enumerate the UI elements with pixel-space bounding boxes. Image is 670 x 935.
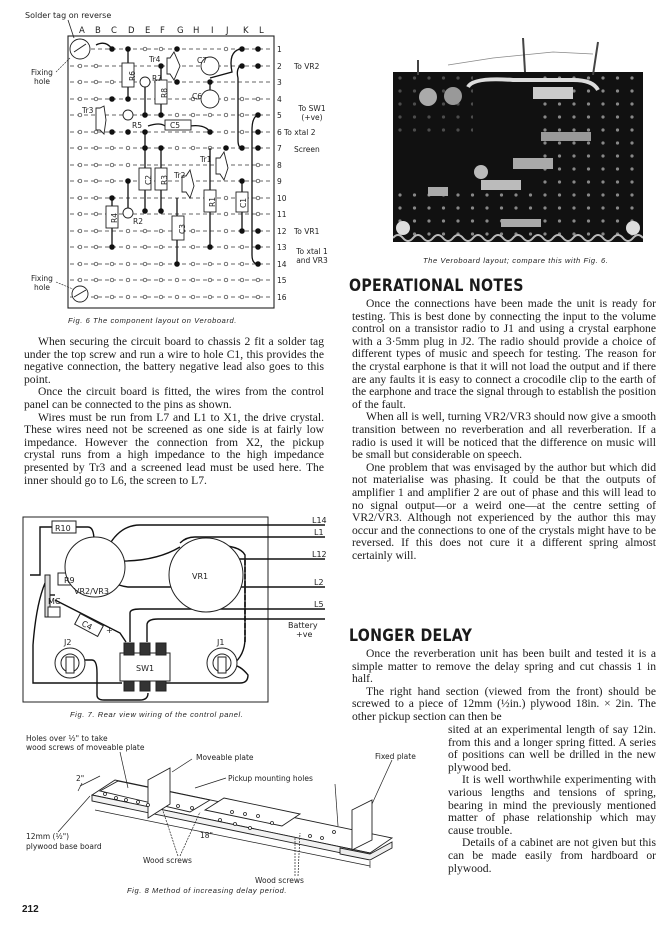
svg-text:8: 8 [277,161,282,170]
svg-text:R9: R9 [64,576,75,585]
svg-text:A: A [79,26,85,36]
label-to-xtal2: To xtal 2 [284,128,316,137]
veroboard-photo [393,72,643,242]
svg-text:H: H [193,26,200,36]
label-holes: Holes over ½" to take [26,734,108,743]
svg-text:L1: L1 [314,528,324,537]
label-moveable-plate: Moveable plate [196,753,254,762]
fig7-caption: Fig. 7. Rear view wiring of the control panel. [70,710,244,719]
label-to-vr2: To VR2 [294,62,320,71]
photo-caption: The Veroboard layout; compare this with Fig. 6. [423,256,609,265]
label-base-1: 12mm (½") [26,832,70,841]
wiring-svg [0,515,340,725]
svg-text:Battery: Battery [288,621,318,630]
paragraph: Once the connections have been made the unit is ready for testing. This is best done by connecting the input to the volume control on a transistor radio to J1 and using a crystal earphone with a 3·5mm plug in J2. The radio should provide a choice of different types of music and speech for testing. The reason for the crystal earphone is that it will not load the output and if there are any faults it is easy to connect a crocodile clip to the earth of the earphone and trace the signal through to establish the position of the fault. [352,297,656,411]
svg-text:J2: J2 [64,638,72,647]
paragraph: One problem that was envisaged by the author but which did not materialise was phasing. It could be that the outputs of amplifier 1 and amplifier 2 are out of phase and this will lead to no signal output—or a weird one—at the centre setting of VR2/VR3. Although not experienced by the author this may occur and the connections to one of the crystals might have to be reversed. If this does not cure it a different spring almost certainly will. [352,460,656,562]
svg-text:2: 2 [277,62,282,71]
photo-texture-svg [393,72,643,242]
svg-text:C1: C1 [239,197,248,208]
label-to-xtal1-vr3: To xtal 1 and VR3 [296,247,328,265]
svg-text:R6: R6 [128,71,137,81]
svg-text:11: 11 [277,210,287,219]
svg-text:4: 4 [277,95,282,104]
svg-text:5: 5 [277,111,282,120]
svg-text:L5: L5 [314,600,324,609]
svg-text:16: 16 [277,293,287,302]
page-number: 212 [22,904,39,915]
svg-text:3: 3 [277,78,282,87]
svg-text:R7: R7 [152,74,162,83]
veroboard-grid-svg [0,0,340,332]
svg-text:9: 9 [277,177,282,186]
svg-text:12: 12 [277,227,287,236]
svg-text:I: I [211,26,214,36]
paragraph: Once the circuit board is fitted, the wires from the control panel can be connected to the pins as shown. [24,385,324,411]
svg-text:Tr2: Tr2 [174,171,186,180]
label-length: 18" [200,831,213,840]
svg-text:R3: R3 [160,175,169,185]
fixing-hole-top-label: Fixing hole [31,68,53,86]
svg-text:10: 10 [277,194,287,203]
svg-text:C2: C2 [144,174,153,185]
svg-text:C7: C7 [197,56,208,65]
longer-delay-narrow-text [448,724,656,875]
fig8-caption: Fig. 8 Method of increasing delay period. [127,886,288,895]
svg-text:F: F [160,26,165,36]
svg-text:G: G [177,26,184,36]
paragraph: It is well worthwhile experimenting with various lengths and tensions of spring, bearing in mind the previously mentioned matter of phase relationship which may cause trouble. [448,773,656,837]
paragraph: sited at an experimental length of say 12in. from this and a longer spring fitted. A series of positions can well be drilled in the new plywood bed. [448,723,656,774]
label-to-vr1: To VR1 [294,227,320,236]
label-holes-2: wood screws of moveable plate [26,743,145,752]
svg-text:C6: C6 [192,92,203,101]
svg-text:Tr1: Tr1 [200,155,212,164]
svg-text:C3: C3 [178,223,187,234]
svg-text:J: J [226,26,229,36]
photo-wires-svg [393,30,643,75]
fig6-caption: Fig. 6 The component layout on Veroboard. [68,316,237,325]
heading-longer-delay: LONGER DELAY [349,626,473,645]
svg-text:L14: L14 [312,516,327,525]
solder-tag-label: Solder tag on reverse [25,11,112,20]
svg-text:+: + [106,626,113,635]
svg-text:C: C [111,26,117,36]
svg-text:7: 7 [277,144,282,153]
svg-text:R8: R8 [160,88,169,98]
svg-text:6: 6 [277,128,282,137]
left-column-text [24,336,324,487]
operational-notes-text [352,298,656,562]
svg-text:15: 15 [277,276,287,285]
svg-text:J1: J1 [217,638,225,647]
svg-text:+ve: +ve [296,630,313,639]
delay-board-svg [0,728,420,898]
heading-operational-notes: OPERATIONAL NOTES [349,276,524,295]
fig7-control-panel-diagram [0,515,340,725]
svg-text:L: L [259,26,264,36]
label-pickup-holes: Pickup mounting holes [228,774,313,783]
svg-text:C5: C5 [170,121,181,130]
svg-text:C4: C4 [80,619,94,633]
svg-text:Tr3: Tr3 [82,106,94,115]
svg-text:K: K [243,26,249,36]
svg-text:VR2/VR3: VR2/VR3 [74,587,109,596]
fig8-delay-diagram [0,728,420,898]
svg-text:R4: R4 [110,213,119,223]
label-width: 2" [76,774,85,783]
svg-text:R5: R5 [132,121,142,130]
svg-text:SW1: SW1 [136,664,155,673]
svg-text:L12: L12 [312,550,327,559]
paragraph: Wires must be run from L7 and L1 to X1, the drive crystal. These wires need not be screened as one side is at fairly low impedance. However the connection from X2, the pickup crystal runs from a high impedance to the high impedance presented by Tr3 and a screened lead must be used here. The inner should go to L6, the screen to L7. [24,410,324,487]
svg-text:B: B [95,26,101,36]
paragraph: Details of a cabinet are not given but this can be made easily from hardboard or plywood. [448,836,656,875]
svg-text:VR1: VR1 [192,572,209,581]
label-fixed-plate: Fixed plate [375,752,416,761]
paragraph: When securing the circuit board to chassis 2 fit a solder tag under the top screw and run a wire to hole C1, this provides the negative connection, the battery negative lead also goes to this point. [24,335,324,386]
fixing-hole-bottom-label: Fixing hole [31,274,53,292]
svg-text:Tr4: Tr4 [149,55,161,64]
svg-text:D: D [128,26,135,36]
label-base-2: plywood base board [26,842,102,851]
fig6-veroboard-diagram [0,0,340,332]
label-wood-screws-1: Wood screws [143,856,192,865]
svg-text:1: 1 [277,45,282,54]
label-to-sw1: To SW1 (+ve) [298,104,326,122]
svg-text:13: 13 [277,243,287,252]
svg-text:R10: R10 [55,524,71,533]
paragraph: When all is well, turning VR2/VR3 should now give a smooth transition between no reverberation and all reverberation. If a radio is used it will be noticed that the difference on music will be small but considerable on speech. [352,410,656,462]
label-screen: Screen [294,145,320,154]
svg-text:R2: R2 [133,217,143,226]
svg-text:R1: R1 [208,197,217,207]
svg-text:MC: MC [48,597,61,606]
paragraph: The right hand section (viewed from the front) should be screwed to a piece of 12mm (½in.) plywood 18in. × 2in. The other pickup section can then be [352,684,656,723]
paragraph: Once the reverberation unit has been built and tested it is a simple matter to remove the delay spring and cut chassis 1 in half. [352,647,656,686]
svg-text:L2: L2 [314,578,324,587]
longer-delay-text [352,648,656,724]
svg-text:E: E [145,26,151,36]
svg-text:14: 14 [277,260,287,269]
label-wood-screws-2: Wood screws [255,876,304,885]
